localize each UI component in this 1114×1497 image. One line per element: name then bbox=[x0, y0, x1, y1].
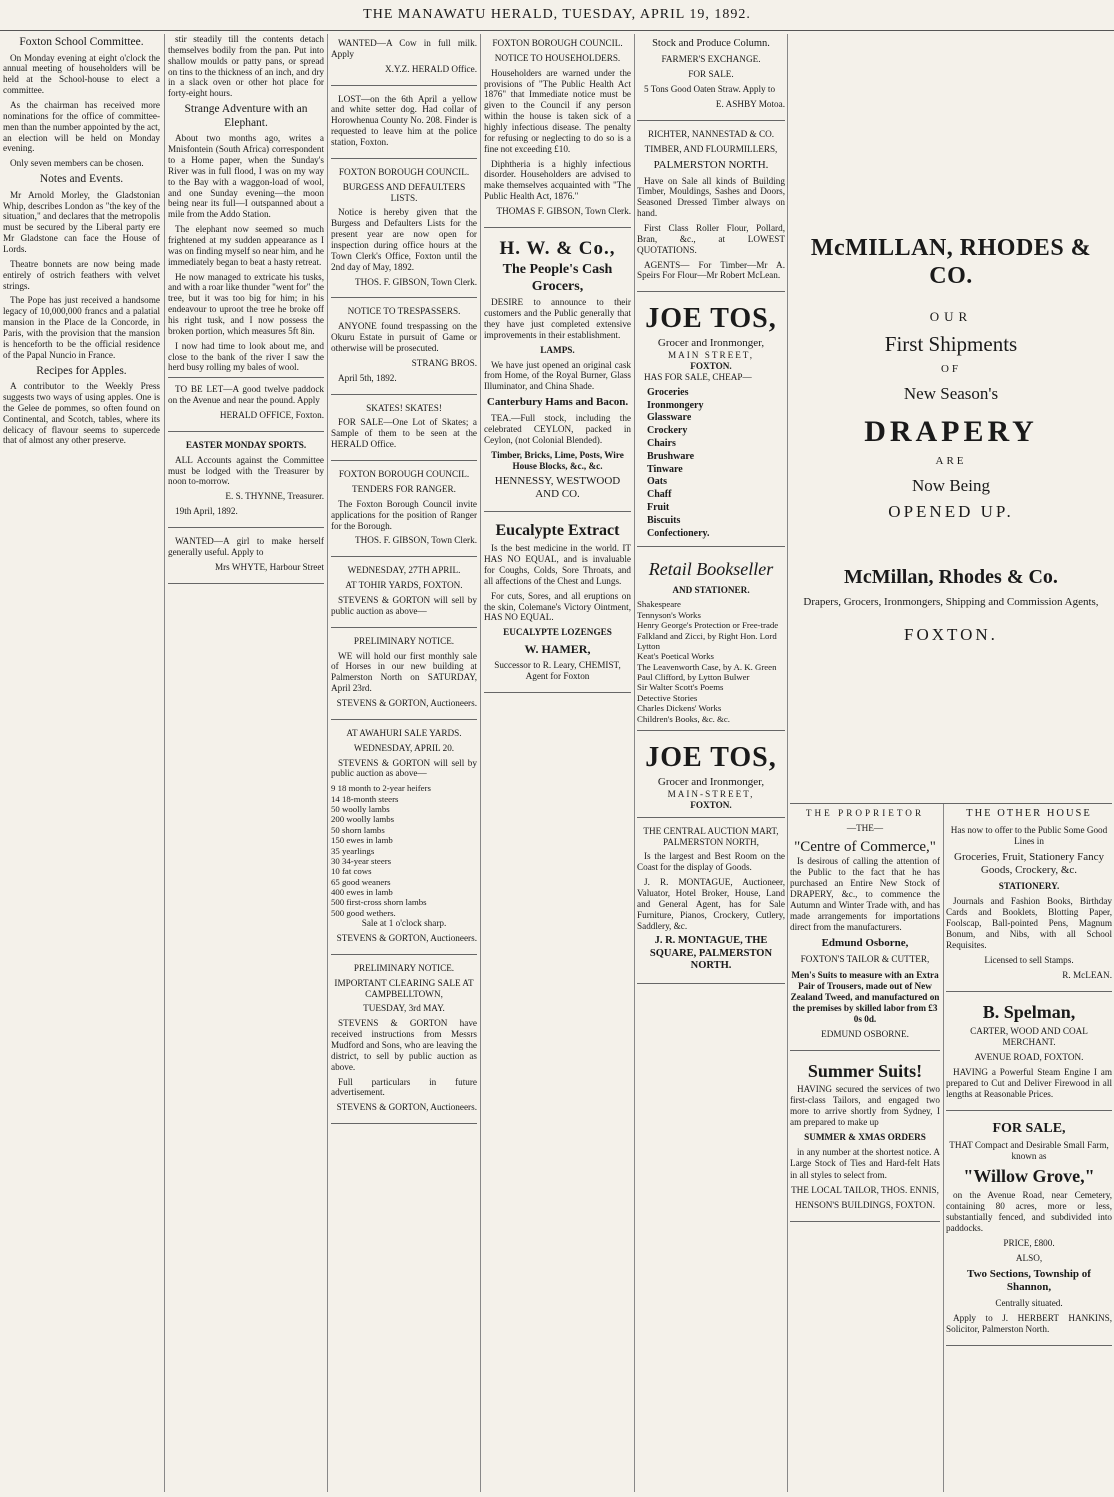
column-4 bbox=[484, 34, 631, 1492]
ad-text: 5 Tons Good Oaten Straw. Apply to bbox=[644, 84, 776, 95]
ad-subheading: Grocer and Ironmonger, bbox=[657, 337, 765, 350]
book-list: Shakespeare Tennyson's Works Henry George's Protection or Free-trade Falkland and Zicci, by Right Hon. Lord Lytton Keat's Poetical Works The Leavenworth Case, by A. K. Green Paul Clifford, by Lytton Bulwer Sir Walter Scott's Poems Detective Stories Charles Dickens' Works Children's Books, &c. &c. bbox=[637, 599, 779, 724]
ad-text: The Foxton Borough Council invite applications for the position of Ranger for the Borough. bbox=[331, 498, 477, 531]
ad-heading: B. Spelman, bbox=[982, 1002, 1076, 1023]
list-item: Tinware bbox=[647, 463, 683, 475]
ad-heading: FOXTON BOROUGH COUNCIL. bbox=[338, 166, 470, 177]
ad-heading: EASTER MONDAY SPORTS. bbox=[185, 439, 307, 450]
ad-heading: DRAPERY bbox=[864, 414, 1038, 448]
advertisement bbox=[637, 125, 785, 292]
ad-heading: "Willow Grove," bbox=[963, 1165, 1095, 1186]
ad-text: Sale at 1 o'clock sharp. bbox=[361, 918, 447, 929]
ad-signature: THOS. F. GIBSON, Town Clerk. bbox=[355, 276, 477, 287]
ad-heading: RICHTER, NANNESTAD & CO. bbox=[647, 128, 775, 139]
article-paragraph: On Monday evening at eight o'clock the annual meeting of householders will be held at the School-house to elect a committee. bbox=[3, 52, 160, 96]
ad-heading: JOE TOS, bbox=[645, 741, 777, 773]
ad-subheading: MAIN STREET, bbox=[667, 350, 755, 361]
ad-heading: McMILLAN, RHODES & CO. bbox=[810, 235, 1092, 290]
ad-text: Drapers, Grocers, Ironmongers, Shipping and Commission Agents, bbox=[803, 595, 1099, 608]
ad-text: STEVENS & GORTON will sell by public auction as above— bbox=[331, 757, 477, 779]
ad-subheading: FOR SALE. bbox=[688, 69, 734, 80]
ad-subheading: Grocer and Ironmonger, bbox=[657, 776, 765, 788]
ad-subheading: TENDERS FOR RANGER. bbox=[352, 483, 456, 494]
ad-text: OPENED UP. bbox=[888, 502, 1014, 522]
article-paragraph: Only seven members can be chosen. bbox=[10, 158, 144, 169]
advertisement bbox=[637, 735, 785, 818]
ad-signature: E. S. THYNNE, Treasurer. bbox=[225, 491, 324, 502]
ad-text: WANTED—A Cow in full milk. Apply bbox=[331, 38, 477, 59]
ad-heading: McMillan, Rhodes & Co. bbox=[844, 566, 1058, 589]
ad-text: OUR bbox=[929, 308, 973, 324]
list-item: Biscuits bbox=[647, 514, 681, 526]
ad-text: Notice is hereby given that the Burgess and Defaulters Lists for the present year are now open for inspection during office hours at the Town Clerk's Office, Foxton until the 2nd day of May, 1892. bbox=[331, 207, 477, 272]
advertisement bbox=[331, 724, 477, 955]
ad-text: New Season's bbox=[903, 383, 999, 403]
ad-subheading: BURGESS AND DEFAULTERS LISTS. bbox=[342, 181, 466, 203]
advertisement bbox=[484, 34, 631, 228]
advertisement bbox=[637, 551, 785, 731]
column-2 bbox=[168, 34, 324, 1492]
ad-signature: THOMAS F. GIBSON, Town Clerk. bbox=[496, 206, 631, 217]
ad-text: HAS FOR SALE, CHEAP— bbox=[644, 371, 752, 382]
advertisement bbox=[331, 561, 477, 627]
list-item: Brushware bbox=[647, 450, 695, 462]
ad-signature: THE LOCAL TAILOR, THOS. ENNIS, bbox=[791, 1184, 939, 1195]
column-rule bbox=[164, 34, 165, 1492]
ad-text: OF bbox=[940, 362, 962, 375]
column-6a bbox=[790, 804, 940, 1492]
ad-signature: Successor to R. Leary, CHEMIST, Agent for Foxton bbox=[494, 660, 621, 682]
ad-text: HAVING a Powerful Steam Engine I am prepared to Cut and Deliver Firewood in all lengths at Reasonable Prices. bbox=[946, 1066, 1112, 1100]
ad-subheading: STATIONERY. bbox=[998, 881, 1060, 892]
ad-subheading: Two Sections, Township of Shannon, bbox=[967, 1267, 1091, 1293]
ad-signature: X.Y.Z. HERALD Office. bbox=[384, 63, 477, 74]
ad-text: Householders are warned under the provisions of "The Public Health Act 1876" that Immediate notice must be given to the Council if any person within the house is taken sick of a highly infectious disease. The penalty for refusing or neglecting to do so is a fine not exceeding £10. bbox=[484, 67, 631, 154]
ad-heading: PRELIMINARY NOTICE. bbox=[353, 962, 455, 973]
advertisement bbox=[484, 232, 631, 513]
list-item: Chaff bbox=[647, 489, 672, 501]
ad-signature: Apply to J. HERBERT HANKINS, Solicitor, Palmerston North. bbox=[946, 1313, 1112, 1335]
ad-subheading: FARMER'S EXCHANGE. bbox=[661, 54, 761, 65]
ad-text: —THE— bbox=[846, 823, 884, 834]
ad-subheading: SUMMER & XMAS ORDERS bbox=[804, 1132, 926, 1143]
article-heading: Recipes for Apples. bbox=[36, 364, 127, 377]
ad-heading: FOR SALE, bbox=[992, 1121, 1066, 1137]
ad-subheading: IMPORTANT CLEARING SALE AT CAMPBELLTOWN, bbox=[334, 977, 474, 999]
advertisement bbox=[168, 436, 324, 528]
column-rule bbox=[480, 34, 481, 1492]
ad-heading: "Centre of Commerce," bbox=[794, 839, 936, 856]
ad-subheading: AVENUE ROAD, FOXTON. bbox=[974, 1051, 1084, 1062]
ad-signature: E. ASHBY Motoa. bbox=[715, 98, 785, 109]
ad-date: 19th April, 1892. bbox=[175, 506, 238, 517]
ad-subheading: FOXTON. bbox=[690, 799, 732, 810]
ad-heading: THE CENTRAL AUCTION MART, PALMERSTON NORTH, bbox=[643, 825, 779, 847]
ad-text: J. R. MONTAGUE, Auctioneer, Valuator, Hotel Broker, House, Land and General Agent, has for Sale Furniture, Pianos, Crockery, Cutlery, Saddlery, &c. bbox=[637, 877, 785, 931]
column-5 bbox=[637, 34, 785, 1492]
ad-subheading: The People's Cash Grocers, bbox=[502, 262, 613, 294]
ad-heading: Canterbury Hams and Bacon. bbox=[486, 396, 629, 409]
ad-text: We have just opened an original cask from Home, of the Royal Burner, Glass Illuminator, and China Shade. bbox=[484, 359, 631, 392]
column-rule bbox=[634, 34, 635, 1492]
list-item: Crockery bbox=[647, 425, 688, 437]
ad-heading: AT AWAHURI SALE YARDS. bbox=[346, 727, 462, 738]
ad-text: TEA.—Full stock, including the celebrated CEYLON, packed in Ceylon, (not Colonial Blended). bbox=[484, 413, 631, 445]
ad-text: Full particulars in future advertisement. bbox=[331, 1076, 477, 1098]
ad-text: PRICE, £800. bbox=[1003, 1237, 1055, 1248]
ad-text: Have on Sale all kinds of Building Timber, Mouldings, Sashes and Doors, Seasoned Dressed Timber always on hand. bbox=[637, 175, 785, 219]
article-paragraph: Mr Arnold Morley, the Gladstonian Whip, describes London as "the key of the situation," and declares that the metropolis must be secured by the Liberal party ere Mr Gladstone can face the House of Lords. bbox=[3, 189, 160, 255]
ad-subheading: FOXTON. bbox=[690, 361, 732, 372]
ad-signature: J. R. MONTAGUE, THE SQUARE, PALMERSTON NORTH. bbox=[649, 935, 773, 972]
ad-signature: HENSON'S BUILDINGS, FOXTON. bbox=[795, 1199, 935, 1210]
advertisement bbox=[331, 632, 477, 720]
advertisement bbox=[331, 465, 477, 557]
ad-heading: FOXTON BOROUGH COUNCIL. bbox=[338, 469, 470, 480]
list-item: Chairs bbox=[647, 438, 676, 449]
livestock-list: 9 18 month to 2-year heifers 14 18-month steers 50 woolly lambs 200 woolly lambs 50 shorn lambs 150 ewes in lamb 35 yearlings 30 34-year steers 10 fat cows 65 good weaners 400 ewes in lamb 500 first-cross shorn lambs 500 good wethers. bbox=[331, 783, 431, 918]
ad-text: WANTED—A girl to make herself generally useful. Apply to bbox=[168, 536, 324, 557]
ad-subheading: CARTER, WOOD AND COAL MERCHANT. bbox=[970, 1025, 1088, 1047]
ad-heading: Stock and Produce Column. bbox=[652, 38, 770, 49]
ad-text: TO BE LET—A good twelve paddock on the Avenue and near the pound. Apply bbox=[168, 384, 324, 406]
ad-text: Is the largest and Best Room on the Coast for the display of Goods. bbox=[637, 851, 785, 873]
advertisement bbox=[168, 532, 324, 584]
ad-signature: HENNESSY, WESTWOOD AND CO. bbox=[494, 475, 621, 501]
ad-text: Licensed to sell Stamps. bbox=[984, 955, 1074, 966]
ad-subheading: EUCALYPTE LOZENGES bbox=[503, 627, 612, 638]
list-item: Oats bbox=[647, 476, 667, 488]
advertisement bbox=[331, 163, 477, 299]
ad-heading: SKATES! SKATES! bbox=[366, 402, 442, 413]
list-item: Groceries bbox=[647, 386, 689, 398]
advertisement bbox=[331, 959, 477, 1124]
ad-signature: STRANG BROS. bbox=[411, 357, 477, 368]
advertisement bbox=[637, 34, 785, 121]
ad-subheading: AND STATIONER. bbox=[672, 584, 750, 595]
ad-signature: STEVENS & GORTON, Auctioneers. bbox=[336, 932, 477, 943]
ad-heading: JOE TOS, bbox=[645, 303, 777, 335]
ad-text: FOXTON. bbox=[904, 624, 998, 644]
article-paragraph: He now managed to extricate his tusks, and with a roar like thunder "went for" the tree, but it was too big for him; in his endeavour to uproot the tree he broke off his right tusk, and I now possess the broken portion, which measures 5ft 8in. bbox=[168, 271, 324, 336]
advertisement bbox=[790, 1055, 940, 1222]
ad-signature: STEVENS & GORTON, Auctioneers. bbox=[336, 697, 477, 708]
advertisement bbox=[637, 822, 785, 984]
ad-signature: THOS. F. GIBSON, Town Clerk. bbox=[355, 535, 477, 546]
article-paragraph: Theatre bonnets are now being made entirely of ostrich feathers with velvet strings. bbox=[3, 258, 160, 291]
advertisement bbox=[946, 996, 1112, 1111]
ad-heading: H. W. & Co., bbox=[499, 237, 616, 259]
list-item: Confectionery. bbox=[647, 527, 710, 539]
ad-signature: Edmund Osborne, bbox=[821, 937, 909, 950]
ad-heading: Retail Bookseller bbox=[648, 559, 774, 580]
ad-signature: STEVENS & GORTON, Auctioneers. bbox=[336, 1102, 477, 1113]
ad-text: Groceries, Fruit, Stationery Fancy Goods, Crockery, &c. bbox=[954, 850, 1104, 876]
ad-text: FOR SALE—One Lot of Skates; a Sample of them to be seen at the HERALD Office. bbox=[331, 417, 477, 450]
ad-heading: LAMPS. bbox=[540, 344, 575, 355]
ad-subheading: PALMERSTON NORTH. bbox=[653, 158, 769, 171]
advertisement bbox=[946, 804, 1112, 992]
ad-text: For cuts, Sores, and all eruptions on the skin, Colemane's Victory Ointment, HAS NO EQUAL. bbox=[484, 590, 631, 623]
column-6 bbox=[790, 34, 1112, 804]
list-item: Glassware bbox=[647, 412, 692, 424]
advertisement bbox=[946, 1115, 1112, 1346]
goods-list bbox=[637, 387, 785, 540]
article-paragraph: About two months ago, writes a Mnisfontein (South Africa) correspondent to a Home paper, when the Sunday's River was in full flood, I was on my way to the Bay with a waggon-load of wool, and one Sunday evening—the moon being near its full—I outspanned about a mile from the Addo Station. bbox=[168, 133, 324, 220]
ad-text: DESIRE to announce to their customers and the Public generally that they have just completed extensive improvements in their establishment. bbox=[484, 297, 631, 340]
ad-text: Men's Suits to measure with an Extra Pair of Trousers, made out of New Zealand Tweed, and manufactured on the premises by skilled labor from £3 0s 0d. bbox=[790, 969, 940, 1024]
ad-heading: THE OTHER HOUSE bbox=[966, 808, 1092, 819]
ad-text: Diphtheria is a highly infectious disorder. Householders are advised to make themselves acquainted with "The Public Health Act, 1876." bbox=[484, 158, 631, 202]
ad-signature: FOXTON'S TAILOR & CUTTER, bbox=[800, 954, 930, 965]
column-rule bbox=[787, 34, 788, 1492]
article-heading: Strange Adventure with an Elephant. bbox=[184, 103, 308, 129]
ad-text: WE will hold our first monthly sale of Horses in our new building at Palmerston North on SATURDAY, April 23rd. bbox=[331, 650, 477, 694]
advertisement bbox=[331, 34, 477, 86]
article-paragraph: stir steadily till the contents detach themselves bodily from the pan. Put into shallow moulds or patty pans, or spread on tins to the thickness of an inch, and dry in a slack oven or other hot place for forty-eight hours. bbox=[168, 34, 324, 99]
ad-text: Is desirous of calling the attention of the Public to the fact that he has purchased an Entire New Stock of DRAPERY, &c., to commence the Autumn and Winter Trade with, and has made arrangements for importations direct from the manufacturers. bbox=[790, 856, 940, 933]
article-paragraph: A contributor to the Weekly Press suggests two ways of using apples. One is the Gelee de pommes, so often found on Continental, and Scotch, tables, where its delicacy of flavour seems to supercede that of almost any other preserve. bbox=[3, 381, 160, 446]
ad-text: HAVING secured the services of two first-class Tailors, and engaged two more to arrive shortly from Sydney, I am prepared to make up bbox=[790, 1084, 940, 1128]
ad-heading: PRELIMINARY NOTICE. bbox=[353, 635, 455, 646]
ad-heading: Eucalypte Extract bbox=[495, 522, 620, 540]
article-paragraph: The elephant now seemed so much frightened at my sudden appearance as I was on finding myself so near him, and he immediately began to beat a hasty retreat. bbox=[168, 224, 324, 267]
column-6b bbox=[946, 804, 1112, 1492]
ad-text: on the Avenue Road, near Cemetery, containing 80 acres, more or less, substantially fenced, and subdivided into paddocks. bbox=[946, 1189, 1112, 1233]
ad-text: Centrally situated. bbox=[995, 1298, 1063, 1309]
ad-subheading: TUESDAY, 3rd MAY. bbox=[363, 1003, 445, 1014]
ad-text: STEVENS & GORTON have received instructions from Messrs Mudford and Sons, who are leaving the district, to sell by public auction as above. bbox=[331, 1018, 477, 1072]
column-3 bbox=[331, 34, 477, 1492]
ad-signature: R. McLEAN. bbox=[1062, 970, 1112, 981]
ad-text: THAT Compact and Desirable Small Farm, known as bbox=[949, 1139, 1109, 1161]
advertisement bbox=[790, 804, 940, 1051]
ad-subheading: TIMBER, AND FLOURMILLERS, bbox=[644, 143, 778, 154]
ad-text: ALSO, bbox=[1015, 1252, 1043, 1263]
article-heading: Foxton School Committee. bbox=[19, 36, 144, 48]
advertisement bbox=[484, 516, 631, 693]
ad-text: First Class Roller Flour, Pollard, Bran, &c., at LOWEST QUOTATIONS. bbox=[637, 222, 785, 255]
ad-text: AGENTS— For Timber—Mr A. Speirs For Flour—Mr Robert McLean. bbox=[637, 259, 785, 281]
ad-text: Has now to offer to the Public Some Good Lines in bbox=[950, 824, 1108, 846]
ad-signature: HERALD OFFICE, Foxton. bbox=[219, 410, 324, 421]
article-heading: Notes and Events. bbox=[39, 173, 124, 186]
list-item: Fruit bbox=[647, 501, 670, 513]
ad-subheading: MAIN-STREET, bbox=[667, 788, 755, 799]
article-paragraph: I now had time to look about me, and close to the bank of the river I saw the herd busy rolling my bales of wool. bbox=[168, 340, 324, 373]
ad-text: Now Being bbox=[912, 476, 990, 496]
advertisement bbox=[331, 302, 477, 394]
column-rule bbox=[327, 34, 328, 1492]
ad-heading: Summer Suits! bbox=[807, 1060, 923, 1081]
ad-heading: FOXTON BOROUGH COUNCIL. bbox=[492, 38, 623, 48]
article-paragraph: As the chairman has received more nominations for the office of committee-men than the number appointed by the act, an election will be held on Monday evening. bbox=[3, 100, 160, 154]
ad-date: April 5th, 1892. bbox=[338, 372, 397, 383]
ad-text: Journals and Fashion Books, Birthday Cards and Booklets, Blotting Paper, Foolscap, Ball-pointed Pens, Magnum Bonum, and Nibs, with all School Requisites. bbox=[946, 896, 1112, 951]
list-item: Ironmongery bbox=[647, 399, 704, 411]
ad-heading: NOTICE TO TRESPASSERS. bbox=[347, 306, 461, 317]
ad-text: ALL Accounts against the Committee must be lodged with the Treasurer by noon to-morrow. bbox=[168, 454, 324, 487]
ad-text: First Shipments bbox=[884, 331, 1018, 356]
advertisement bbox=[168, 377, 324, 432]
ad-subheading: WEDNESDAY, APRIL 20. bbox=[353, 742, 455, 753]
masthead: THE MANAWATU HERALD, TUESDAY, APRIL 19, 1892. bbox=[0, 0, 1114, 31]
ad-text: in any number at the shortest notice. A Large Stock of Ties and Hard-felt Hats in all styles to select from. bbox=[790, 1147, 940, 1180]
ad-heading: THE PROPRIETOR bbox=[805, 808, 925, 818]
ad-text: STEVENS & GORTON will sell by public auction as above— bbox=[331, 594, 477, 616]
column-rule bbox=[943, 804, 944, 1492]
advertisement bbox=[331, 399, 477, 461]
ad-signature: EDMUND OSBORNE. bbox=[821, 1028, 909, 1039]
advertisement bbox=[331, 90, 477, 159]
ad-text: Timber, Bricks, Lime, Posts, Wire House Blocks, &c., &c. bbox=[491, 449, 624, 471]
mcmillan-rhodes-advertisement bbox=[790, 34, 1112, 804]
advertisement bbox=[637, 296, 785, 547]
ad-signature: W. HAMER, bbox=[524, 642, 591, 657]
article-paragraph: The Pope has just received a handsome legacy of 10,000,000 francs and a palatial mansion in the Place de la Concorde, in Paris, with the provision that the mansion is henceforth to be the official residence of the Papal Nuncio in France. bbox=[3, 295, 160, 360]
ad-subheading: AT TOHIR YARDS, FOXTON. bbox=[345, 580, 463, 591]
ad-text: LOST—on the 6th April a yellow and white setter dog. Had collar of Horowhenua County No. 208. Finder is requested to leave him at the police station, Foxton. bbox=[331, 93, 477, 148]
ad-text: ANYONE found trespassing on the Okuru Estate in pursuit of Game or otherwise will be prosecuted. bbox=[331, 321, 477, 354]
column-1 bbox=[3, 34, 160, 1492]
ad-signature: Mrs WHYTE, Harbour Street bbox=[214, 561, 324, 572]
ad-text: Is the best medicine in the world. IT HAS NO EQUAL, and is invaluable for Coughs, Colds, Sore Throats, and all affections of the Chest and Lungs. bbox=[484, 543, 631, 586]
ad-heading: WEDNESDAY, 27TH APRIL. bbox=[347, 565, 461, 576]
ad-text: ARE bbox=[935, 455, 967, 468]
ad-subheading: NOTICE TO HOUSEHOLDERS. bbox=[494, 52, 621, 63]
